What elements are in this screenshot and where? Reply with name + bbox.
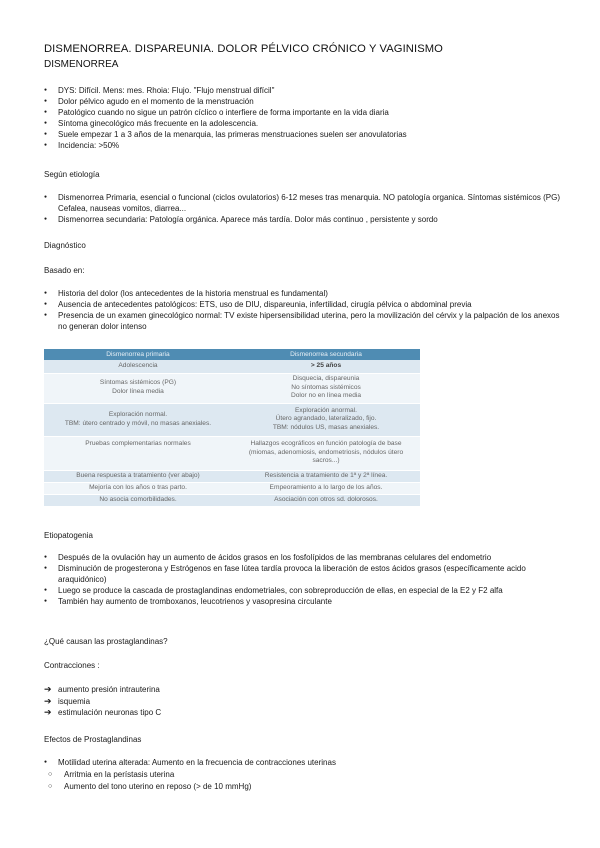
table-cell	[44, 360, 232, 373]
cell-line	[46, 411, 230, 420]
table-cell	[232, 470, 420, 482]
heading-contracciones: Contracciones :	[44, 661, 100, 670]
table-cell	[44, 494, 232, 506]
basado-en-label: Basado en:	[44, 266, 85, 275]
table-row	[44, 436, 420, 470]
list-item: ● Motilidad uterina alterada: Aumento en la frecuencia de contracciones uterinas	[44, 757, 564, 768]
table-cell	[44, 482, 232, 494]
heading-etiopatogenia: Etiopatogenia	[44, 531, 93, 540]
cell-line: Útero agrandado, lateralizado, fijo.	[275, 415, 377, 423]
table-header-primaria: Dismenorrea primaria	[44, 349, 232, 360]
cell-line: > 25 años	[310, 361, 342, 369]
arrow-item-text: estimulación neuronas tipo C	[58, 708, 162, 717]
list-item: ● Suele empezar 1 a 3 años de la menarquia, las primeras menstruaciones suelen ser anovulatorias	[44, 129, 564, 140]
table-row	[44, 403, 420, 436]
cell-line: Empeoramiento a lo largo de los años.	[269, 483, 383, 491]
list-item: ● Presencia de un examen ginecológico normal: TV existe hipersensibilidad uterina, pero la movilización del cérvix y la palpación de los anexos no generan dolor intenso	[44, 310, 564, 332]
question-prostaglandinas: ¿Qué causan las prostaglandinas?	[44, 637, 168, 646]
table-cell	[232, 436, 420, 470]
cell-line: Dolor no en línea media	[290, 392, 361, 400]
cell-line: Síntomas sistémicos (PG)	[99, 379, 177, 387]
table-row	[44, 494, 420, 506]
cell-line: TBM: nódulos US, masas anexiales.	[272, 423, 380, 431]
table-cell	[44, 436, 232, 470]
arrow-right-icon: ➔	[44, 695, 52, 706]
cell-line: Pruebas complementarias normales	[85, 439, 191, 447]
etiologia-bullet-list	[44, 192, 564, 225]
arrow-right-icon: ➔	[44, 684, 52, 694]
arrow-item-text: aumento presión intrauterina	[58, 685, 160, 694]
table-cell	[232, 494, 420, 506]
diagnostico-bullet-list	[44, 288, 564, 332]
list-item: ● DYS: Difícil. Mens: mes. Rhoia: Flujo. "Flujo menstrual difícil"	[44, 85, 564, 96]
cell-line: Disquecia, dispareunia	[292, 375, 360, 383]
arrow-item-text: isquemia	[58, 696, 91, 706]
heading-diagnostico: Diagnóstico	[44, 241, 86, 250]
cell-line: Asociación con otros sd. dolorosos.	[274, 495, 378, 503]
cell-line: Hallazgos ecográficos en función patología de base	[250, 440, 402, 448]
table-cell	[232, 360, 420, 373]
list-item	[44, 707, 564, 719]
intro-bullet-list	[44, 85, 564, 151]
list-item: ● Después de la ovulación hay un aumento de ácidos grasos en los fosfolípidos de las membranas celulares del endometrio	[44, 552, 564, 563]
table-cell	[44, 403, 232, 436]
table-row	[44, 360, 420, 373]
cell-line: Mejoría con los años o tras parto.	[89, 483, 187, 491]
comparison-table	[44, 349, 420, 507]
table-header-row	[44, 349, 420, 360]
cell-line: Dolor línea media	[112, 388, 164, 395]
list-item	[44, 684, 564, 696]
table-row	[44, 470, 420, 482]
heading-etiologia: Según etiología	[44, 170, 100, 179]
list-item: ● Dismenorrea secundaria: Patología orgánica. Aparece más tardía. Dolor más continuo , persistente y sordo	[44, 214, 564, 225]
section-title-dismenorrea: DISMENORREA	[44, 59, 119, 70]
page-title: DISMENORREA. DISPAREUNIA. DOLOR PÉLVICO CRÓNICO Y VAGINISMO	[44, 43, 443, 55]
table-cell	[232, 482, 420, 494]
cell-line: Adolescencia	[118, 361, 158, 369]
cell-line: No asocia comorbilidades.	[99, 495, 177, 503]
contracciones-arrow-list	[44, 684, 564, 719]
efectos-bullet-list	[44, 757, 564, 768]
list-item: ● Patológico cuando no sigue un patrón cíclico o interfiere de forma importante en la vida diaria	[44, 107, 564, 118]
list-item: ● Dismenorrea Primaria, esencial o funcional (ciclos ovulatorios) 6-12 meses tras menarquia. NO patología organica. Síntomas sistémicos (PG) Cefalea, nauseas vomitos, diarrea...	[44, 192, 564, 214]
efectos-sub-list	[48, 769, 568, 792]
table-cell	[44, 470, 232, 482]
list-item: ○ Arritmia en la perístasis uterina	[48, 769, 568, 781]
heading-efectos: Efectos de Prostaglandinas	[44, 735, 142, 744]
table-row	[44, 482, 420, 494]
list-item: ● Dolor pélvico agudo en el momento de la menstruación	[44, 96, 564, 107]
list-item: ● Incidencia: >50%	[44, 140, 564, 151]
exploracion-normal-text: Exploración normal.	[108, 410, 168, 418]
arrow-right-icon: ➔	[44, 707, 52, 717]
etiopatogenia-bullet-list	[44, 552, 564, 607]
cell-line: Buena respuesta a tratamiento (ver abajo)	[76, 471, 200, 479]
table-row	[44, 373, 420, 403]
list-item: ○ Aumento del tono uterino en reposo (> de 10 mmHg)	[48, 781, 568, 793]
exploracion-anormal-text: Exploración anormal.	[295, 406, 357, 414]
cell-line: No síntomas sistémicos	[291, 383, 361, 391]
list-item: ● Síntoma ginecológico más frecuente en la adolescencia.	[44, 118, 564, 129]
table-cell	[232, 373, 420, 403]
table-cell	[232, 403, 420, 436]
cell-line: Resistencia a tratamiento de 1ª y 2ª línea.	[264, 471, 388, 479]
list-item: ● Historia del dolor (los antecedentes de la historia menstrual es fundamental)	[44, 288, 564, 299]
cell-line: sacros...)	[312, 457, 340, 465]
cell-line	[234, 407, 418, 416]
list-item: ● Luego se produce la cascada de prostaglandinas endometriales, con sobreproducción de ellas, en especial de la E2 y F2 alfa	[44, 585, 564, 596]
table-cell	[44, 373, 232, 403]
list-item: ● Disminución de progesterona y Estrógenos en fase lútea tardía provoca la liberación de estos ácidos grasos (específicamente acido araquidónico)	[44, 563, 564, 585]
list-item: ● También hay aumento de tromboxanos, leucotrienos y vasopresina circulante	[44, 596, 564, 607]
cell-line: TBM: útero centrado y móvil, no masas anexiales.	[64, 419, 212, 427]
list-item: ● Ausencia de antecedentes patológicos: ETS, uso de DIU, dispareunia, infertilidad, cirugía pélvica o abdominal previa	[44, 299, 564, 310]
table-header-secundaria: Dismenorrea secundaria	[232, 349, 420, 360]
list-item	[44, 696, 564, 708]
cell-line: (miomas, adenomiosis, endometriosis, nódulos útero	[248, 448, 404, 456]
